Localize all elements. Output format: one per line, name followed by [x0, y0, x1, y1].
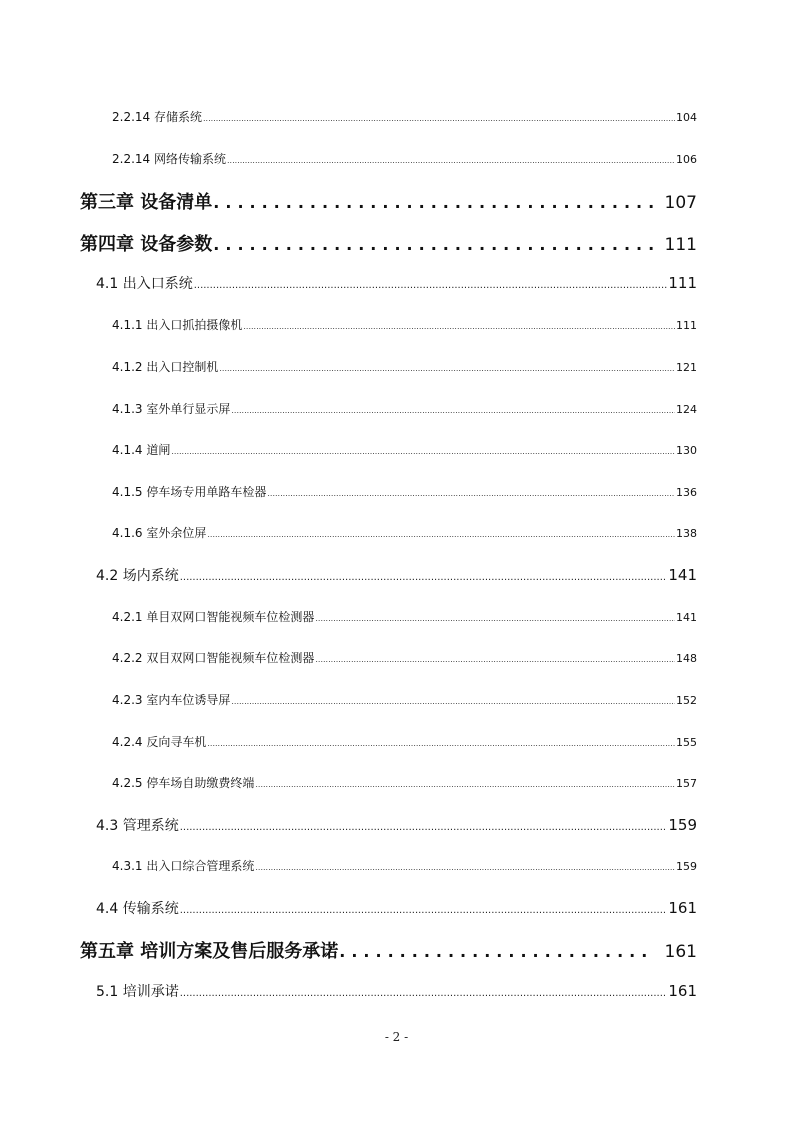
toc-entry[interactable] — [112, 649, 697, 666]
toc-entry-page: 141 — [676, 611, 697, 624]
toc-entry[interactable] — [112, 608, 697, 625]
toc-entry-title: 4.2.1 单目双网口智能视频车位检测器 — [112, 610, 315, 624]
toc-entry-page: 104 — [676, 111, 697, 124]
toc-entry-title: 4.3.1 出入口综合管理系统 — [112, 859, 255, 873]
toc-entry-page: 141 — [668, 566, 697, 584]
toc-entry[interactable] — [112, 857, 697, 874]
toc-entry[interactable] — [112, 483, 697, 500]
toc-entry-page: 152 — [676, 694, 697, 707]
toc-entry-page: 130 — [676, 444, 697, 457]
toc-entry-title: 4.1 出入口系统 — [96, 276, 193, 292]
dot-leader — [219, 364, 675, 373]
toc-entry-page: 136 — [676, 486, 697, 499]
toc-entry[interactable] — [112, 441, 697, 458]
toc-entry-page: 111 — [664, 235, 697, 255]
dot-leader — [231, 697, 675, 706]
dot-leader — [180, 572, 668, 583]
toc-entry-title: 4.2.2 双目双网口智能视频车位检测器 — [112, 651, 315, 665]
toc-entry-page: 124 — [676, 403, 697, 416]
dot-leader — [171, 447, 675, 456]
dot-leader — [203, 114, 675, 123]
toc-entry-page: 107 — [664, 193, 697, 213]
dot-leader — [231, 406, 675, 415]
toc-entry-title: 4.4 传输系统 — [96, 901, 179, 917]
dot-leader — [207, 739, 675, 748]
toc-entry-page: 111 — [668, 274, 697, 292]
dot-leader — [180, 988, 668, 999]
dot-leader — [339, 942, 653, 961]
toc-section-entry[interactable] — [96, 815, 697, 835]
toc-entry-page: 161 — [664, 942, 697, 962]
toc-entry[interactable] — [112, 108, 697, 125]
dot-leader — [255, 863, 675, 872]
toc-entry-page: 106 — [676, 153, 697, 166]
toc-chapter-entry[interactable] — [80, 937, 697, 963]
toc-entry-page: 121 — [676, 361, 697, 374]
toc-entry-page: 111 — [676, 319, 697, 332]
toc-entry-title: 第五章 培训方案及售后服务承诺 — [80, 941, 339, 962]
toc-entry-title: 4.2.5 停车场自助缴费终端 — [112, 776, 255, 790]
dot-leader — [213, 235, 653, 254]
toc-chapter-entry[interactable] — [80, 230, 697, 256]
toc-entry[interactable] — [112, 733, 697, 750]
toc-entry[interactable] — [112, 774, 697, 791]
toc-entry-title: 4.1.5 停车场专用单路车检器 — [112, 485, 267, 499]
toc-entry-page: 138 — [676, 527, 697, 540]
dot-leader — [207, 530, 675, 539]
dot-leader — [213, 193, 653, 212]
toc-entry-title: 4.2.4 反向寻车机 — [112, 735, 207, 749]
toc-entry-page: 161 — [668, 899, 697, 917]
toc-entry[interactable] — [112, 150, 697, 167]
toc-entry-title: 4.1.2 出入口控制机 — [112, 360, 219, 374]
toc-entry-page: 148 — [676, 652, 697, 665]
toc-chapter-entry[interactable] — [80, 188, 697, 214]
toc-entry-title: 4.3 管理系统 — [96, 818, 179, 834]
toc-entry-title: 4.1.3 室外单行显示屏 — [112, 402, 231, 416]
dot-leader — [315, 614, 675, 623]
dot-leader — [194, 280, 668, 291]
toc-entry-title: 4.1.6 室外余位屏 — [112, 526, 207, 540]
toc-entry-page: 157 — [676, 777, 697, 790]
toc-entry-title: 2.2.14 存储系统 — [112, 110, 202, 124]
toc-entry[interactable] — [112, 691, 697, 708]
toc-entry[interactable] — [112, 400, 697, 417]
toc-entry-title: 4.1.4 道闸 — [112, 443, 171, 457]
dot-leader — [243, 322, 675, 331]
toc-entry-page: 159 — [668, 816, 697, 834]
toc-section-entry[interactable] — [96, 273, 697, 293]
page-number-footer: - 2 - — [384, 1030, 409, 1044]
toc-entry-title: 4.2 场内系统 — [96, 568, 179, 584]
toc-section-entry[interactable] — [96, 981, 697, 1001]
toc-entry-title: 第三章 设备清单 — [80, 192, 213, 213]
toc-section-entry[interactable] — [96, 898, 697, 918]
dot-leader — [227, 156, 675, 165]
dot-leader — [180, 822, 668, 833]
toc-entry-title: 第四章 设备参数 — [80, 234, 213, 255]
toc-entry[interactable] — [112, 524, 697, 541]
toc-entry[interactable] — [112, 358, 697, 375]
dot-leader — [315, 655, 675, 664]
toc-entry-page: 155 — [676, 736, 697, 749]
toc-section-entry[interactable] — [96, 565, 697, 585]
toc-entry-title: 2.2.14 网络传输系统 — [112, 152, 226, 166]
dot-leader — [267, 489, 675, 498]
toc-entry[interactable] — [112, 316, 697, 333]
toc-entry-title: 4.2.3 室内车位诱导屏 — [112, 693, 231, 707]
toc-entry-page: 161 — [668, 982, 697, 1000]
toc-entry-page: 159 — [676, 860, 697, 873]
dot-leader — [255, 780, 675, 789]
dot-leader — [180, 905, 668, 916]
toc-entry-title: 4.1.1 出入口抓拍摄像机 — [112, 318, 243, 332]
toc-entry-title: 5.1 培训承诺 — [96, 984, 179, 1000]
